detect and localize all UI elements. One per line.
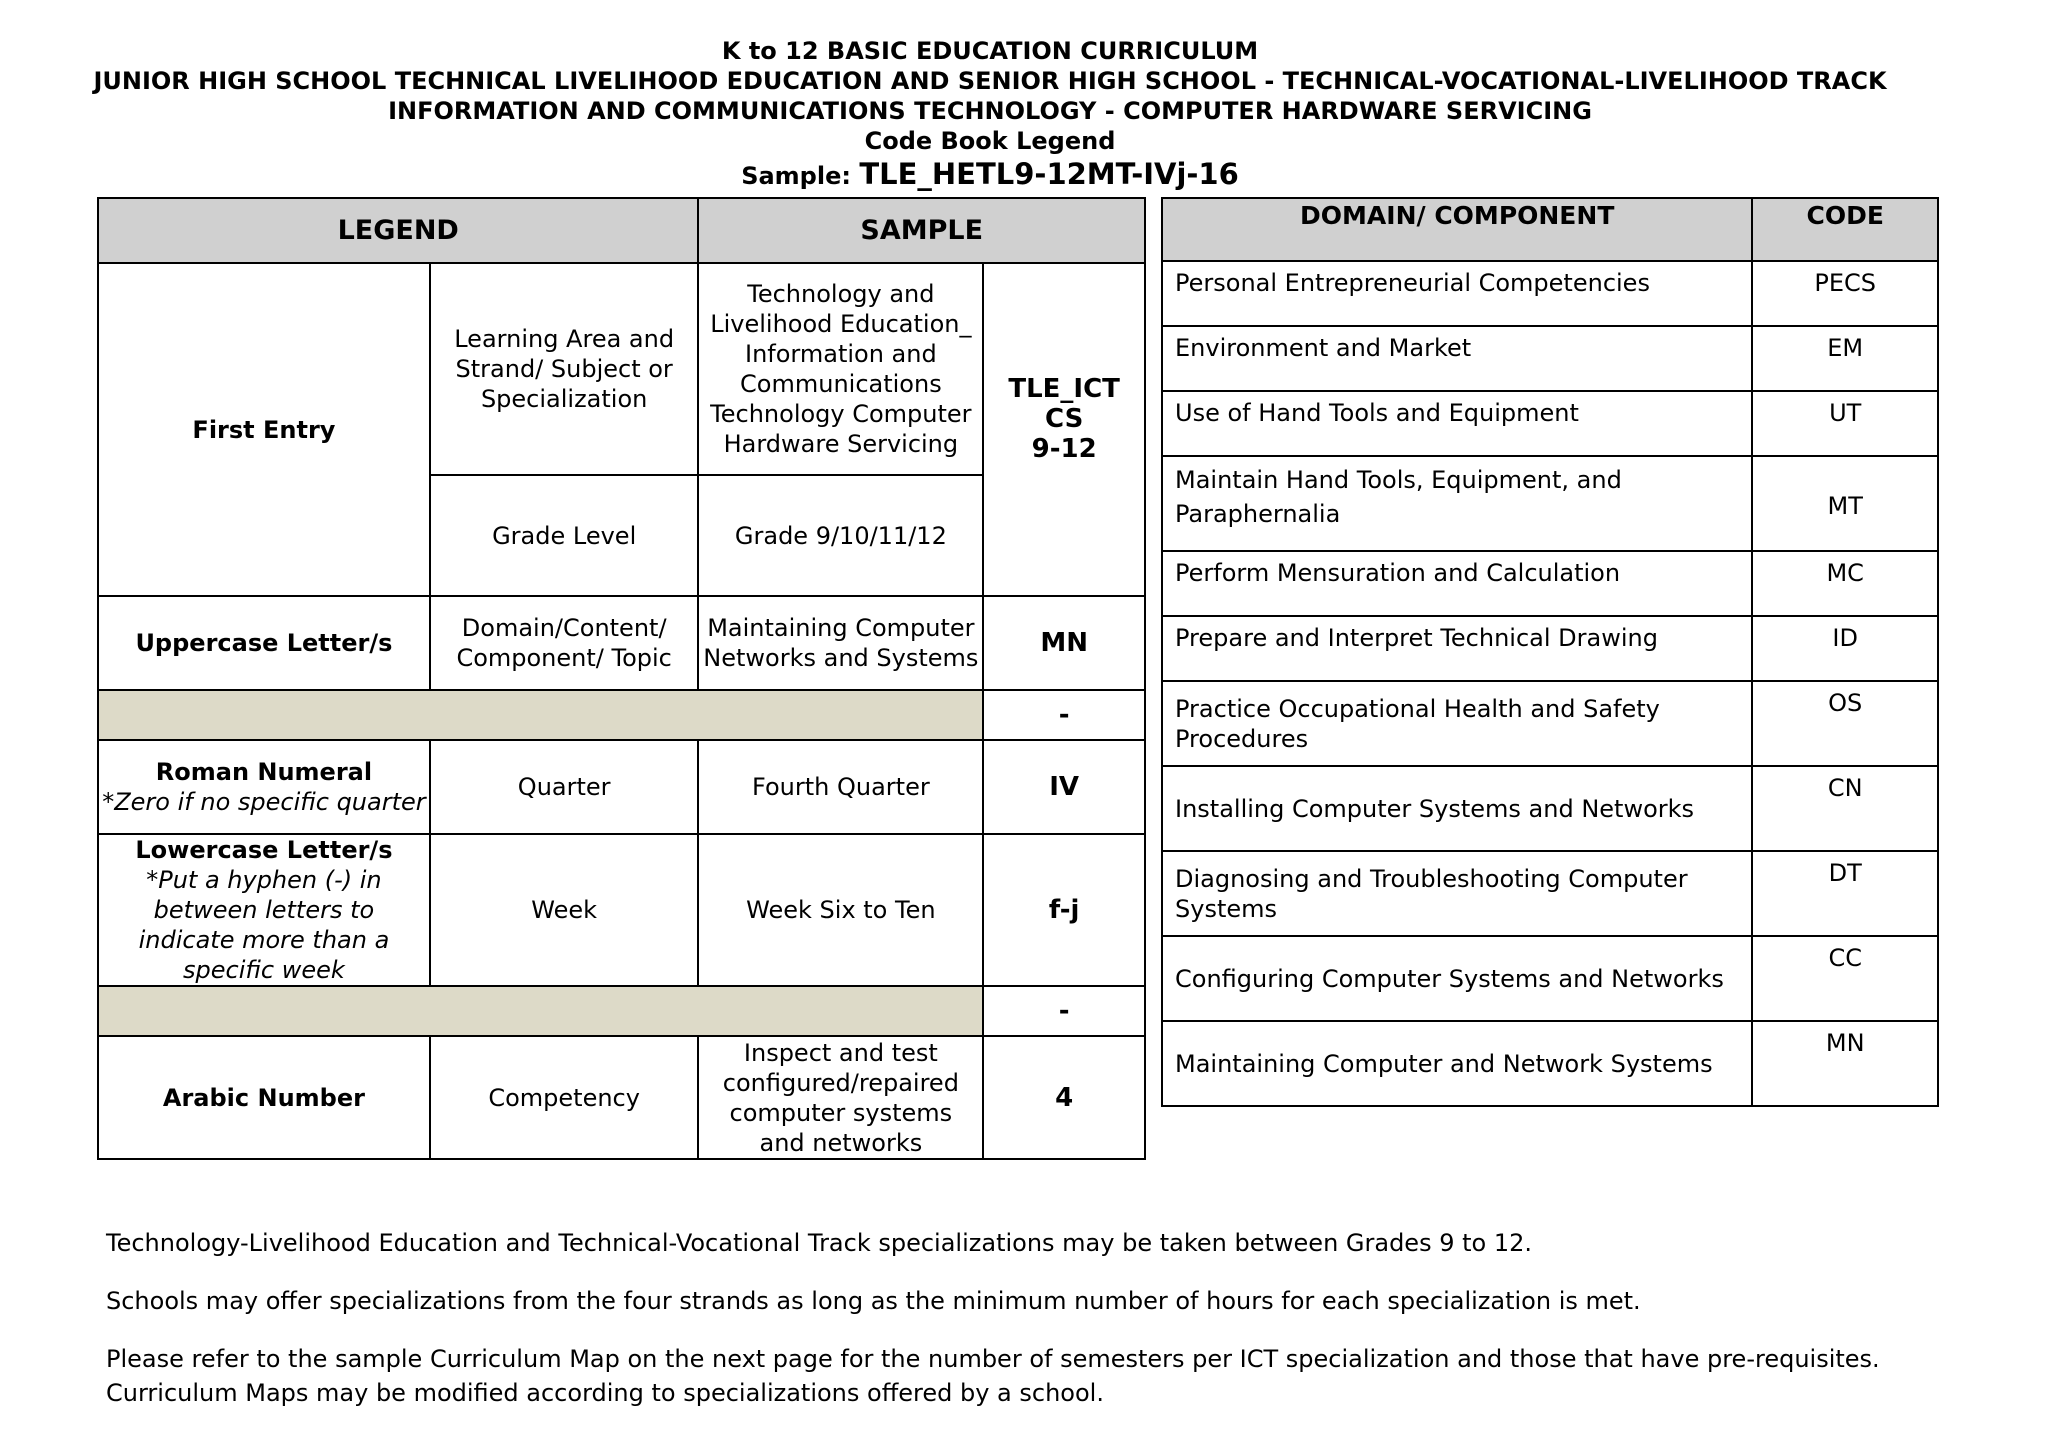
arabic-code: 4: [983, 1036, 1145, 1159]
domain-code: PECS: [1752, 261, 1938, 326]
separator-code-2: -: [983, 986, 1145, 1036]
domain-name: Installing Computer Systems and Networks: [1162, 766, 1752, 851]
domain-code: MT: [1752, 456, 1938, 551]
first-entry-desc-2: Grade Level: [430, 475, 699, 596]
domain-name: Personal Entrepreneurial Competencies: [1162, 261, 1752, 326]
domain-row: [1162, 551, 1938, 616]
legend-header-row: [98, 198, 1145, 263]
first-entry-code-line-2: CS: [1045, 404, 1084, 434]
domain-row: [1162, 681, 1938, 766]
domain-name: Practice Occupational Health and Safety Procedures: [1162, 681, 1752, 766]
domain-code: MN: [1752, 1021, 1938, 1106]
domain-code: ID: [1752, 616, 1938, 681]
roman-label: Roman Numeral: [155, 758, 373, 786]
roman-code: IV: [983, 740, 1145, 834]
domain-row: [1162, 456, 1938, 551]
first-entry-desc-1: Learning Area and Strand/ Subject or Specialization: [430, 263, 699, 475]
first-entry-code-line-1: TLE_ICT: [1008, 374, 1120, 404]
lowercase-label: Lowercase Letter/s: [135, 836, 393, 864]
lowercase-sample: Week Six to Ten: [698, 834, 983, 986]
domain-row: [1162, 766, 1938, 851]
legend-column-header: LEGEND: [98, 198, 698, 263]
domain-code: OS: [1752, 681, 1938, 766]
header-line-2: JUNIOR HIGH SCHOOL TECHNICAL LIVELIHOOD EDUCATION AND SENIOR HIGH SCHOOL - TECHNICAL-VOCATIONAL-LIVELIHOOD TRACK: [93, 67, 1887, 95]
domain-row: [1162, 851, 1938, 936]
first-entry-label: First Entry: [98, 263, 430, 596]
lowercase-desc: Week: [430, 834, 699, 986]
first-entry-row-1: [98, 263, 1145, 475]
note-paragraph: Technology-Livelihood Education and Technical-Vocational Track specializations may be taken between Grades 9 to 12.: [106, 1229, 1532, 1257]
domain-header-row: [1162, 198, 1938, 261]
arabic-row: [98, 1036, 1145, 1159]
arabic-sample: Inspect and test configured/repaired computer systems and networks: [698, 1036, 983, 1159]
domain-name: Diagnosing and Troubleshooting Computer Systems: [1162, 851, 1752, 936]
domain-name: Prepare and Interpret Technical Drawing: [1162, 616, 1752, 681]
separator-fill-1: [98, 690, 983, 740]
domain-code: UT: [1752, 391, 1938, 456]
separator-code-1: -: [983, 690, 1145, 740]
roman-sample: Fourth Quarter: [698, 740, 983, 834]
domain-code: EM: [1752, 326, 1938, 391]
first-entry-sample-2: Grade 9/10/11/12: [698, 475, 983, 596]
separator-row-1: [98, 690, 1145, 740]
domain-code: MC: [1752, 551, 1938, 616]
uppercase-desc: Domain/Content/ Component/ Topic: [430, 596, 699, 690]
domain-code: CN: [1752, 766, 1938, 851]
uppercase-row: [98, 596, 1145, 690]
roman-note: *Zero if no specific quarter: [102, 788, 426, 816]
separator-fill-2: [98, 986, 983, 1036]
first-entry-code-line-3: 9-12: [1031, 434, 1097, 464]
header-line-1: K to 12 BASIC EDUCATION CURRICULUM: [721, 37, 1259, 65]
lowercase-note: *Put a hyphen (-) in between letters to indicate more than a specific week: [138, 866, 390, 984]
note-paragraph: Schools may offer specializations from the four strands as long as the minimum number of hours for each specialization is met.: [106, 1287, 1641, 1315]
roman-desc: Quarter: [430, 740, 699, 834]
domain-name: Maintaining Computer and Network Systems: [1162, 1021, 1752, 1106]
domain-table: [1161, 197, 1939, 1107]
lowercase-code: f-j: [983, 834, 1145, 986]
domain-name: Maintain Hand Tools, Equipment, and Paraphernalia: [1162, 456, 1752, 551]
domain-column-header: DOMAIN/ COMPONENT: [1162, 198, 1752, 261]
domain-name: Perform Mensuration and Calculation: [1162, 551, 1752, 616]
domain-code: DT: [1752, 851, 1938, 936]
domain-row: [1162, 326, 1938, 391]
header-line-4: Code Book Legend: [864, 127, 1116, 155]
document-header: [0, 36, 1980, 194]
domain-row: [1162, 1021, 1938, 1106]
arabic-label: Arabic Number: [98, 1036, 430, 1159]
sample-label: Sample:: [741, 162, 851, 190]
lowercase-label-cell: [98, 834, 430, 986]
sample-code: TLE_HETL9-12MT-IVj-16: [859, 157, 1239, 191]
lowercase-row: [98, 834, 1145, 986]
note-paragraph: Please refer to the sample Curriculum Map on the next page for the number of semesters per ICT specialization and those that have pre-requisites. Curriculum Maps may be modified according to specializations offered by a school.: [106, 1345, 1880, 1407]
arabic-desc: Competency: [430, 1036, 699, 1159]
uppercase-code: MN: [983, 596, 1145, 690]
domain-row: [1162, 391, 1938, 456]
header-line-3: INFORMATION AND COMMUNICATIONS TECHNOLOGY - COMPUTER HARDWARE SERVICING: [388, 97, 1592, 125]
uppercase-label: Uppercase Letter/s: [98, 596, 430, 690]
notes-section: [106, 1226, 2006, 1434]
domain-row: [1162, 616, 1938, 681]
first-entry-sample-1: Technology and Livelihood Education_ Information and Communications Technology Computer Hardware Servicing: [698, 263, 983, 475]
domain-name: Use of Hand Tools and Equipment: [1162, 391, 1752, 456]
domain-name: Environment and Market: [1162, 326, 1752, 391]
uppercase-sample: Maintaining Computer Networks and Systems: [698, 596, 983, 690]
domain-row: [1162, 936, 1938, 1021]
roman-label-cell: [98, 740, 430, 834]
roman-row: [98, 740, 1145, 834]
domain-code: CC: [1752, 936, 1938, 1021]
code-column-header: CODE: [1752, 198, 1938, 261]
domain-name: Configuring Computer Systems and Networks: [1162, 936, 1752, 1021]
legend-table: [97, 197, 1146, 1160]
sample-line: [0, 156, 1980, 194]
domain-row: [1162, 261, 1938, 326]
sample-column-header: SAMPLE: [698, 198, 1145, 263]
first-entry-code: [983, 263, 1145, 596]
separator-row-2: [98, 986, 1145, 1036]
